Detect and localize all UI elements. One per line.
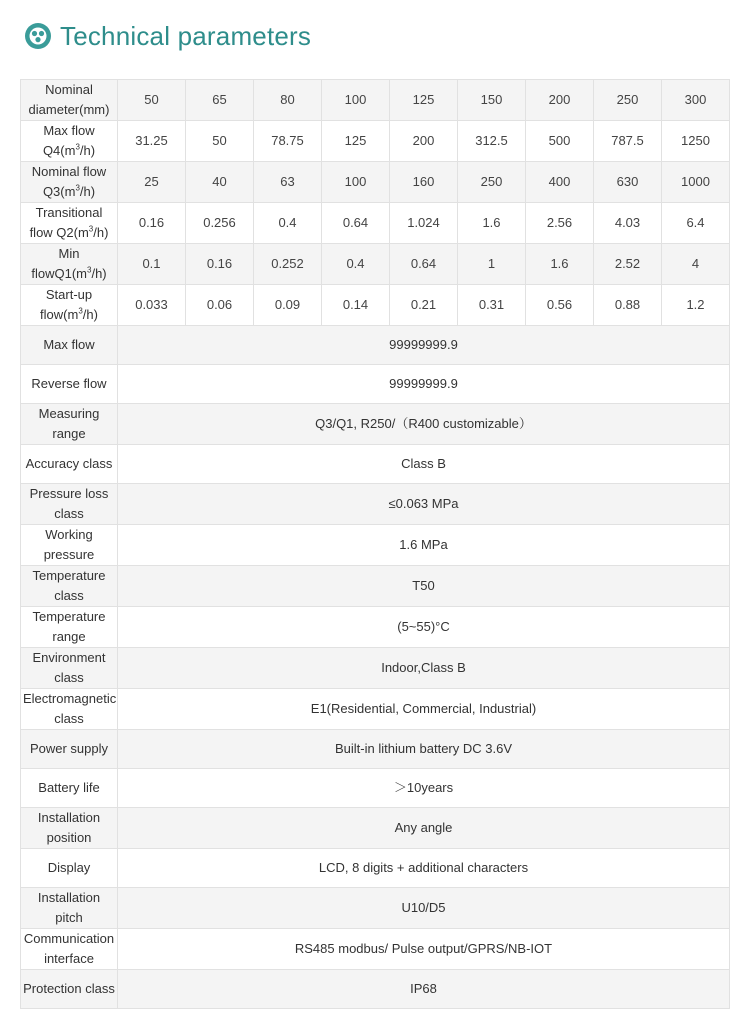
row-label-superscript: 3 (75, 183, 80, 193)
table-cell: 150 (458, 80, 526, 121)
spec-value: Indoor,Class B (118, 648, 730, 689)
table-cell: 1.6 (526, 244, 594, 285)
row-label: Measuring range (21, 404, 118, 445)
table-row (21, 525, 730, 566)
spec-value: Q3/Q1, R250/（R400 customizable） (118, 404, 730, 445)
table-row (21, 285, 730, 326)
row-label-text: Max flow Q4(m (42, 123, 95, 158)
table-row (21, 326, 730, 365)
row-label: Temperature class (21, 566, 118, 607)
table-cell: 0.1 (118, 244, 186, 285)
table-row (21, 849, 730, 888)
row-label-unit: /h) (91, 266, 107, 281)
spec-value: (5~55)°C (118, 607, 730, 648)
table-cell: 1 (458, 244, 526, 285)
table-cell: 312.5 (458, 121, 526, 162)
row-label-unit: /h) (79, 184, 96, 199)
table-row (21, 404, 730, 445)
row-label: Working pressure (21, 525, 118, 566)
table-cell: 0.56 (526, 285, 594, 326)
table-cell: 0.4 (322, 244, 390, 285)
table-cell: 0.06 (186, 285, 254, 326)
table-cell: 0.16 (186, 244, 254, 285)
row-label-text: Nominal flow Q3(m (31, 164, 107, 199)
table-cell: 160 (390, 162, 458, 203)
flow-meter-icon (24, 22, 52, 50)
table-cell: 2.56 (526, 203, 594, 244)
table-cell: 787.5 (594, 121, 662, 162)
table-row (21, 244, 730, 285)
row-label-superscript: 3 (75, 142, 80, 152)
row-label: Pressure loss class (21, 484, 118, 525)
row-label: Power supply (21, 730, 118, 769)
spec-value: E1(Residential, Commercial, Industrial) (118, 689, 730, 730)
table-row (21, 365, 730, 404)
spec-value: 99999999.9 (118, 365, 730, 404)
table-cell: 100 (322, 80, 390, 121)
table-cell: 125 (322, 121, 390, 162)
row-label-superscript: 3 (87, 265, 92, 275)
row-label-text: Start-up flow(m (40, 287, 93, 322)
table-row (21, 80, 730, 121)
table-cell: 1250 (662, 121, 730, 162)
row-label (21, 285, 118, 326)
row-label: Installation position (21, 808, 118, 849)
row-label-text: Min flowQ1(m (31, 246, 87, 281)
table-cell: 400 (526, 162, 594, 203)
spec-value: LCD, 8 digits + additional characters (118, 849, 730, 888)
spec-value: ≤0.063 MPa (118, 484, 730, 525)
spec-value: T50 (118, 566, 730, 607)
row-label: Communication interface (21, 929, 118, 970)
table-row (21, 162, 730, 203)
row-label: Max flow (21, 326, 118, 365)
table-cell: 0.64 (390, 244, 458, 285)
table-row (21, 730, 730, 769)
row-label-unit: /h) (93, 225, 109, 240)
table-row (21, 769, 730, 808)
table-cell: 200 (526, 80, 594, 121)
table-cell: 0.4 (254, 203, 322, 244)
table-cell: 0.31 (458, 285, 526, 326)
table-cell: 0.14 (322, 285, 390, 326)
table-cell: 125 (390, 80, 458, 121)
table-cell: 250 (594, 80, 662, 121)
table-cell: 250 (458, 162, 526, 203)
table-cell: 0.033 (118, 285, 186, 326)
table-cell: 2.52 (594, 244, 662, 285)
table-cell: 1.2 (662, 285, 730, 326)
table-row (21, 888, 730, 929)
table-cell: 0.21 (390, 285, 458, 326)
table-cell: 0.64 (322, 203, 390, 244)
spec-value: IP68 (118, 970, 730, 1009)
row-label (21, 162, 118, 203)
table-cell: 65 (186, 80, 254, 121)
row-label: Temperature range (21, 607, 118, 648)
table-cell: 1000 (662, 162, 730, 203)
table-row (21, 484, 730, 525)
table-cell: 6.4 (662, 203, 730, 244)
table-row (21, 970, 730, 1009)
table-row (21, 566, 730, 607)
table-row (21, 203, 730, 244)
row-label-unit: /h) (82, 307, 98, 322)
table-cell: 200 (390, 121, 458, 162)
table-cell: 300 (662, 80, 730, 121)
spec-value: 99999999.9 (118, 326, 730, 365)
spec-value: RS485 modbus/ Pulse output/GPRS/NB-IOT (118, 929, 730, 970)
table-cell: 0.09 (254, 285, 322, 326)
spec-value: Any angle (118, 808, 730, 849)
table-row (21, 689, 730, 730)
table-cell: 63 (254, 162, 322, 203)
table-cell: 4 (662, 244, 730, 285)
spec-value: Built-in lithium battery DC 3.6V (118, 730, 730, 769)
row-label: Electromagnetic class (21, 689, 118, 730)
table-row (21, 445, 730, 484)
table-cell: 630 (594, 162, 662, 203)
table-cell: 0.256 (186, 203, 254, 244)
table-cell: 80 (254, 80, 322, 121)
table-cell: 50 (118, 80, 186, 121)
table-row (21, 648, 730, 689)
table-cell: 1.6 (458, 203, 526, 244)
table-cell: 500 (526, 121, 594, 162)
row-label-unit: /h) (79, 143, 96, 158)
row-label: Accuracy class (21, 445, 118, 484)
row-label-text: Transitional flow Q2(m (29, 205, 103, 240)
table-cell: 4.03 (594, 203, 662, 244)
row-label: Battery life (21, 769, 118, 808)
table-cell: 0.88 (594, 285, 662, 326)
table-row (21, 808, 730, 849)
table-cell: 0.16 (118, 203, 186, 244)
table-cell: 25 (118, 162, 186, 203)
row-label: Environment class (21, 648, 118, 689)
spec-value: U10/D5 (118, 888, 730, 929)
row-label-superscript: 3 (88, 224, 94, 234)
table-cell: 100 (322, 162, 390, 203)
page-header (24, 19, 311, 53)
table-row (21, 121, 730, 162)
table-cell: 40 (186, 162, 254, 203)
table-row (21, 607, 730, 648)
table-cell: 1.024 (390, 203, 458, 244)
row-label: Installation pitch (21, 888, 118, 929)
row-label (21, 203, 118, 244)
row-label: Reverse flow (21, 365, 118, 404)
table-cell: 0.252 (254, 244, 322, 285)
row-label: Protection class (21, 970, 118, 1009)
technical-parameters-table (20, 79, 730, 1009)
table-cell: 78.75 (254, 121, 322, 162)
row-label: Display (21, 849, 118, 888)
spec-value: 1.6 MPa (118, 525, 730, 566)
page-title: Technical parameters (60, 20, 312, 51)
table-cell: 50 (186, 121, 254, 162)
table-cell: 31.25 (118, 121, 186, 162)
table-row (21, 929, 730, 970)
spec-value: Class B (118, 445, 730, 484)
row-label: Nominal diameter(mm) (21, 80, 118, 121)
spec-value: ＞10years (118, 769, 730, 808)
row-label-superscript: 3 (78, 306, 83, 316)
row-label (21, 244, 118, 285)
row-label (21, 121, 118, 162)
